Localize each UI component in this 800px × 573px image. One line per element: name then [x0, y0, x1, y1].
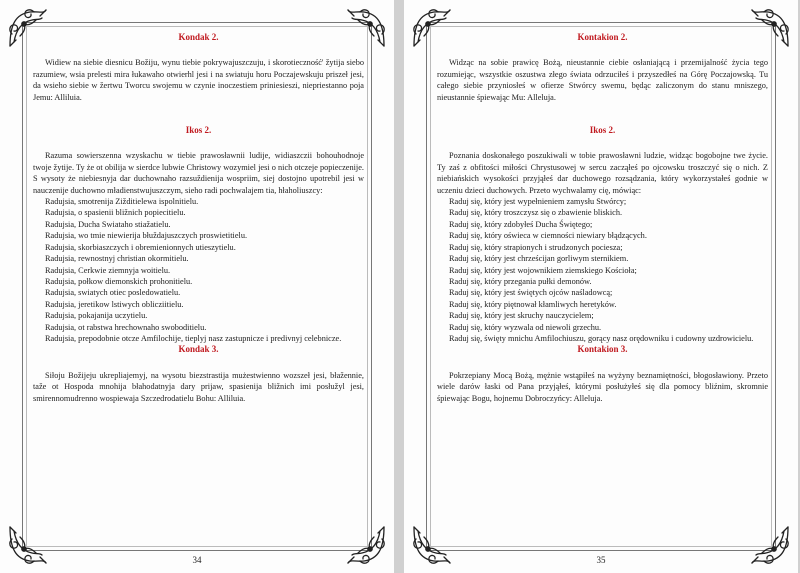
- verse-line: Radujsia, o spasienii bližnich popiecitielu.: [45, 208, 186, 218]
- verse-line: Radujsia, smotrenija Zižditielewa ispolnitielu.: [45, 197, 199, 207]
- page-number: 35: [596, 555, 606, 565]
- verse-line: Radujsia, wo tmie niewierija błuždajuszczych proswietitielu.: [45, 231, 248, 241]
- verse-line: Raduj się, który jest chrześcijan gorliwym sternikiem.: [449, 254, 629, 264]
- verse-line: Raduj się, który jest wypełnieniem zamysłu Stwórcy;: [449, 197, 627, 207]
- verse-line: Radujsia, skorbiaszczych i obremienionnych utieszytielu.: [45, 242, 236, 252]
- ikos-2-verses: [33, 196, 364, 344]
- verse-line: Raduj się, który zdobyłeś Ducha Świętego;: [449, 219, 593, 229]
- ikos-2-verses: [437, 196, 768, 344]
- kontakion-3-heading: Kontakion 3.: [577, 344, 628, 355]
- kondak-2-heading: Kondak 2.: [178, 32, 219, 42]
- verse-line: Raduj się, który przegania pułki demonów.: [449, 276, 592, 286]
- left-page: [0, 0, 394, 573]
- kondak-3-text: Siłoju Božijeju ukrepliajemyj, na wysotu biezstrastija mużestwienno wozszeł jesi, błažennie, taže ot Hospoda mnohija błahodatnyja dary prijaw, spasienija bližnich imi posłužyl jesi, smirennomudrenno wospiewaja Szczedrodatielu Bohu: Alliluia.: [33, 370, 364, 403]
- verse-line: Radujsia, Cerkwie ziemnyja woitielu.: [45, 265, 171, 275]
- verse-line: Radujsia, ot rabstwa hrechownaho swoboditielu.: [45, 322, 207, 332]
- verse-line: Raduj się, który jest skruchy nauczycielem;: [449, 311, 594, 321]
- right-content: [437, 32, 768, 404]
- kontakion-2-text: Widząc na sobie prawicę Bożą, nieustannie ciebie osłaniającą i przemijalność życia tego rozumiejąc, wszystkie oszustwa złego świata odrzuciłeś i przyszedłeś na Górę Poczajowską. Tu całego siebie przyniosłeś w ofierze Stwórcy swemu, będąc zaliczonym do stanu mniszego, nieustannie śpiewając Mu: Alleluja.: [437, 58, 768, 102]
- verse-line: Raduj się, który troszczysz się o zbawienie bliskich.: [449, 208, 623, 218]
- verse-line: Raduj się, który jest świętych ojców naśladowcą;: [449, 288, 613, 298]
- verse-line: Raduj się, który strapionych i strudzonych pociesza;: [449, 242, 623, 252]
- ikos-2-heading: Ikos 2.: [589, 125, 616, 136]
- verse-line: Radujsia, swiatych otiec posledowatielu.: [45, 288, 181, 298]
- page-number: 34: [192, 555, 202, 565]
- verse-line: Radujsia, Ducha Swiataho stiažatielu.: [45, 219, 171, 229]
- verse-line: Radujsia, pokajanija uczytielu.: [45, 311, 148, 321]
- verse-line: Radujsia, rewnostnyj christian okormitielu.: [45, 254, 189, 264]
- kontakion-2-heading: Kontakion 2.: [577, 32, 628, 42]
- verse-line: Raduj się, który jest wojownikiem ziemskiego Kościoła;: [449, 265, 637, 275]
- verse-line: Raduj się, święty mnichu Amfilochiuszu, gorący nasz orędowniku i cudowny uzdrowicielu.: [449, 333, 754, 343]
- verse-line: Radujsia, jeretikow lstiwych oblicziitielu.: [45, 299, 184, 309]
- verse-line: Raduj się, który piętnował kłamliwych heretyków.: [449, 299, 617, 309]
- ikos-2-heading: Ikos 2.: [185, 125, 212, 136]
- ikos-2-text: Poznania doskonałego poszukiwali w tobie prawosławni ludzie, widząc bogobojne twe życie. Ty zaś z obfitości miłości Chrystusowej w sercu zacząłeś po ojcowsku troszczyć się o nich. Z niebiańskich wysokości przyjąłeś dar duchowego rozsądzania, który wykorzystałeś godnie w uczeniu dzieci duchowych. Przeto wychwalamy cię, mówiąc:: [437, 151, 768, 195]
- kondak-3-heading: Kondak 3.: [178, 344, 219, 355]
- left-content: [33, 32, 364, 404]
- right-page: [404, 0, 798, 573]
- verse-line: Radujsia, prepodobnie otcze Amfilochije, tieplyj nasz zastupnicze i predivnyj celebnicze.: [45, 333, 342, 343]
- verse-line: Radujsia, połkow diemonskich prohonitielu.: [45, 276, 193, 286]
- kondak-2-text: Widiew na siebie diesnicu Božiju, wynu tiebie pokrywajuszczuju, i skorotieczność' žytija siebo razumiew, wsia prelesti mira łukawaho otwierhl jesi i na swiatuju horu Poczajewskuju priszeł jesi, da wsieho siebie w žertwu Tworcu swojemu w czynie inoczestiem priniesieszi, niepriestanno poja Jemu: Alliluia.: [33, 58, 364, 102]
- verse-line: Raduj się, który wyzwala od niewoli grzechu.: [449, 322, 602, 332]
- kontakion-3-text: Pokrzepiany Mocą Bożą, mężnie wstąpiłeś na wyżyny beznamiętności, błogosławiony. Przeto wiele darów łaski od Pana przyjąłeś, którymi posłużyłeś się dla pomocy bliźnim, skromnie śpiewając Bogu, hojnemu Dobroczyńcy: Alleluja.: [437, 370, 768, 403]
- verse-line: Raduj się, który oświeca w ciemności niewiary błądzących.: [449, 231, 647, 241]
- ikos-2-text: Razuma sowierszenna wzyskachu w tiebie prawosławnii ludije, widiaszczii bohouhodnoje twoje žytije. Ty że ot obilija w sierdce lubwie Christowy wozymiel jesi o nich otczeje popieczenije. S wysoty że niebiesnyja dar duchownaho razsuždienija wospriim, siej dostojno upotrebil jesi w nauczenije duchowno mładienstwujuszczym, sieho radi pochwalajem tia, hłaholiuszcy:: [33, 151, 364, 195]
